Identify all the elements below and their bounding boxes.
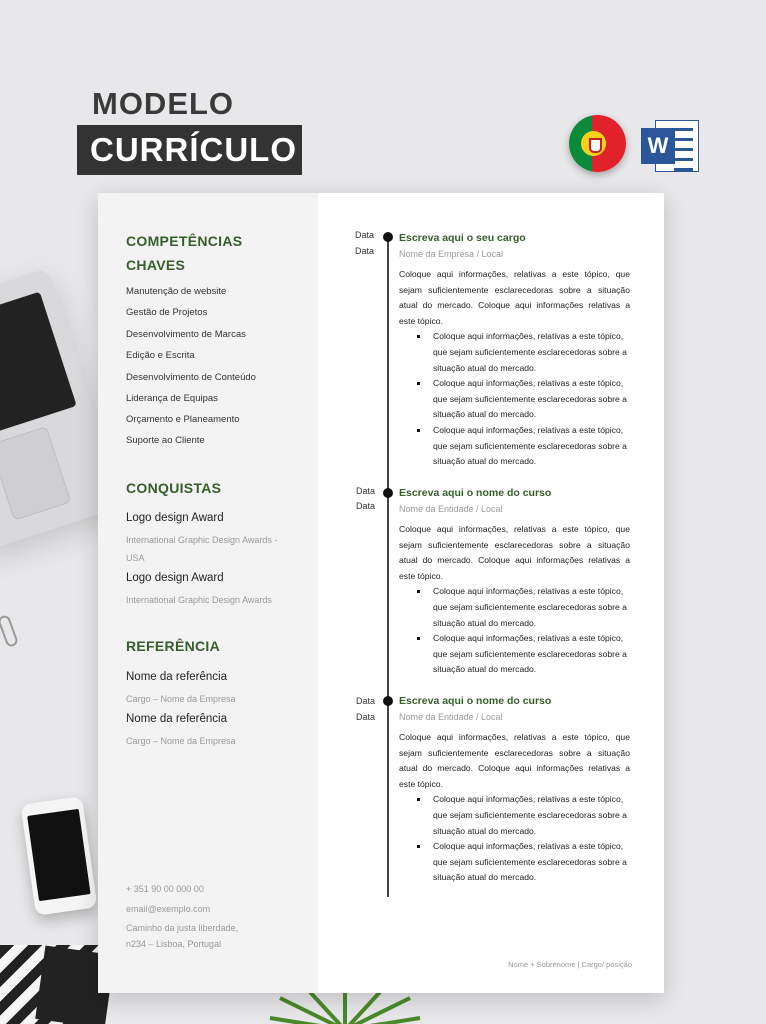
word-document-icon	[641, 120, 699, 172]
entry-subtitle: Nome da Entidade / Local	[399, 712, 503, 722]
entry-date-start: Data	[355, 486, 375, 496]
entry-bullets	[433, 329, 630, 469]
entry-bullet: Coloque aqui informações, relativas a este tópico, que sejam suficientemente esclarecedoras sobre a situação atual do mercado.	[433, 329, 630, 376]
entry-bullets	[433, 584, 630, 678]
resume-sidebar	[98, 193, 318, 993]
skill-item: Orçamento e Planeamento	[126, 414, 240, 425]
references-title: REFERÊNCIA	[126, 638, 221, 654]
keyboard-decoration	[0, 292, 77, 435]
entry-title: Escreva aqui o nome do curso	[399, 695, 552, 707]
timeline-line	[387, 235, 389, 897]
entry-bullet: Coloque aqui informações, relativas a este tópico, que sejam suficientemente esclarecedoras sobre a situação atual do mercado.	[433, 376, 630, 423]
skill-item: Desenvolvimento de Marcas	[126, 329, 246, 340]
entry-subtitle: Nome da Entidade / Local	[399, 504, 503, 514]
entry-date-end: Data	[354, 246, 374, 256]
entry-title: Escreva aqui o seu cargo	[399, 232, 526, 244]
trackpad-decoration	[0, 426, 71, 521]
entry-bullet: Coloque aqui informações, relativas a este tópico, que sejam suficientemente esclarecedoras sobre a situação atual do mercado.	[433, 792, 630, 839]
reference-role: Cargo – Nome da Empresa	[126, 694, 236, 704]
skill-item: Manutenção de website	[126, 286, 227, 297]
achievement-title: Logo design Award	[126, 572, 224, 584]
entry-bullets	[433, 792, 630, 886]
entry-description: Coloque aqui informações, relativas a este tópico, que sejam suficientemente esclarecedoras sobre a situação atual do mercado. Coloque aqui informações relativas a este tópico.	[399, 524, 630, 581]
skill-item: Gestão de Projetos	[126, 307, 208, 318]
headline-curriculo: CURRÍCULO	[90, 131, 297, 168]
resume-document	[98, 193, 664, 993]
entry-bullet: Coloque aqui informações, relativas a este tópico, que sejam suficientemente esclarecedoras sobre a situação atual do mercado.	[433, 423, 630, 470]
entry-bullet: Coloque aqui informações, relativas a este tópico, que sejam suficientemente esclarecedoras sobre a situação atual do mercado.	[433, 839, 630, 886]
timeline-dot	[383, 488, 393, 498]
skill-item: Desenvolvimento de Conteúdo	[126, 372, 256, 383]
entry-bullet: Coloque aqui informações, relativas a este tópico, que sejam suficientemente esclarecedoras sobre a situação atual do mercado.	[433, 584, 630, 631]
contact-phone: + 351 90 00 000 00	[126, 884, 204, 894]
skill-item: Suporte ao Cliente	[126, 435, 205, 446]
document-footer: Nome + Sobrenome | Cargo/ posição	[508, 960, 632, 969]
timeline-entry	[399, 230, 630, 470]
reference-role: Cargo – Nome da Empresa	[126, 736, 236, 746]
entry-date-start: Data	[355, 696, 375, 706]
skill-item: Liderança de Equipas	[126, 393, 218, 404]
phone-decoration	[21, 796, 98, 916]
entry-date-start: Data	[354, 230, 374, 240]
paperclip-decoration	[0, 614, 19, 648]
entry-date-end: Data	[355, 712, 375, 722]
timeline-dot	[383, 696, 393, 706]
entry-date-end: Data	[355, 501, 375, 511]
contact-address-line2: n234 – Lisboa, Portugal	[126, 939, 222, 949]
word-letter: W	[641, 128, 675, 164]
plant-decoration	[260, 990, 430, 1024]
reference-name: Nome da referência	[126, 671, 227, 683]
contact-email: email@exemplo.com	[126, 904, 211, 914]
entry-bullet: Coloque aqui informações, relativas a este tópico, que sejam suficientemente esclarecedoras sobre a situação atual do mercado.	[433, 631, 630, 678]
timeline-entry	[399, 693, 630, 886]
reference-name: Nome da referência	[126, 713, 227, 725]
entry-description: Coloque aqui informações, relativas a este tópico, que sejam suficientemente esclarecedoras sobre a situação atual do mercado. Coloque aqui informações relativas a este tópico.	[399, 269, 630, 326]
entry-subtitle: Nome da Empresa / Local	[399, 249, 504, 259]
achievement-subtitle: International Graphic Design Awards - USA	[126, 535, 278, 563]
contact-address-line1: Caminho da justa liberdade,	[126, 923, 239, 933]
skill-item: Edição e Escrita	[126, 350, 195, 361]
entry-description: Coloque aqui informações, relativas a este tópico, que sejam suficientemente esclarecedoras sobre a situação atual do mercado. Coloque aqui informações relativas a este tópico.	[399, 732, 630, 789]
phone-screen	[27, 809, 90, 901]
skills-title: COMPETÊNCIAS CHAVES	[126, 233, 243, 273]
timeline-entry	[399, 485, 630, 678]
entry-title: Escreva aqui o nome do curso	[399, 487, 552, 499]
achievements-title: CONQUISTAS	[126, 480, 222, 496]
headline-modelo: MODELO	[92, 86, 235, 121]
achievement-title: Logo design Award	[126, 512, 224, 524]
timeline-dot	[383, 232, 393, 242]
portugal-flag-icon	[569, 115, 626, 172]
achievement-subtitle: International Graphic Design Awards	[126, 595, 272, 605]
